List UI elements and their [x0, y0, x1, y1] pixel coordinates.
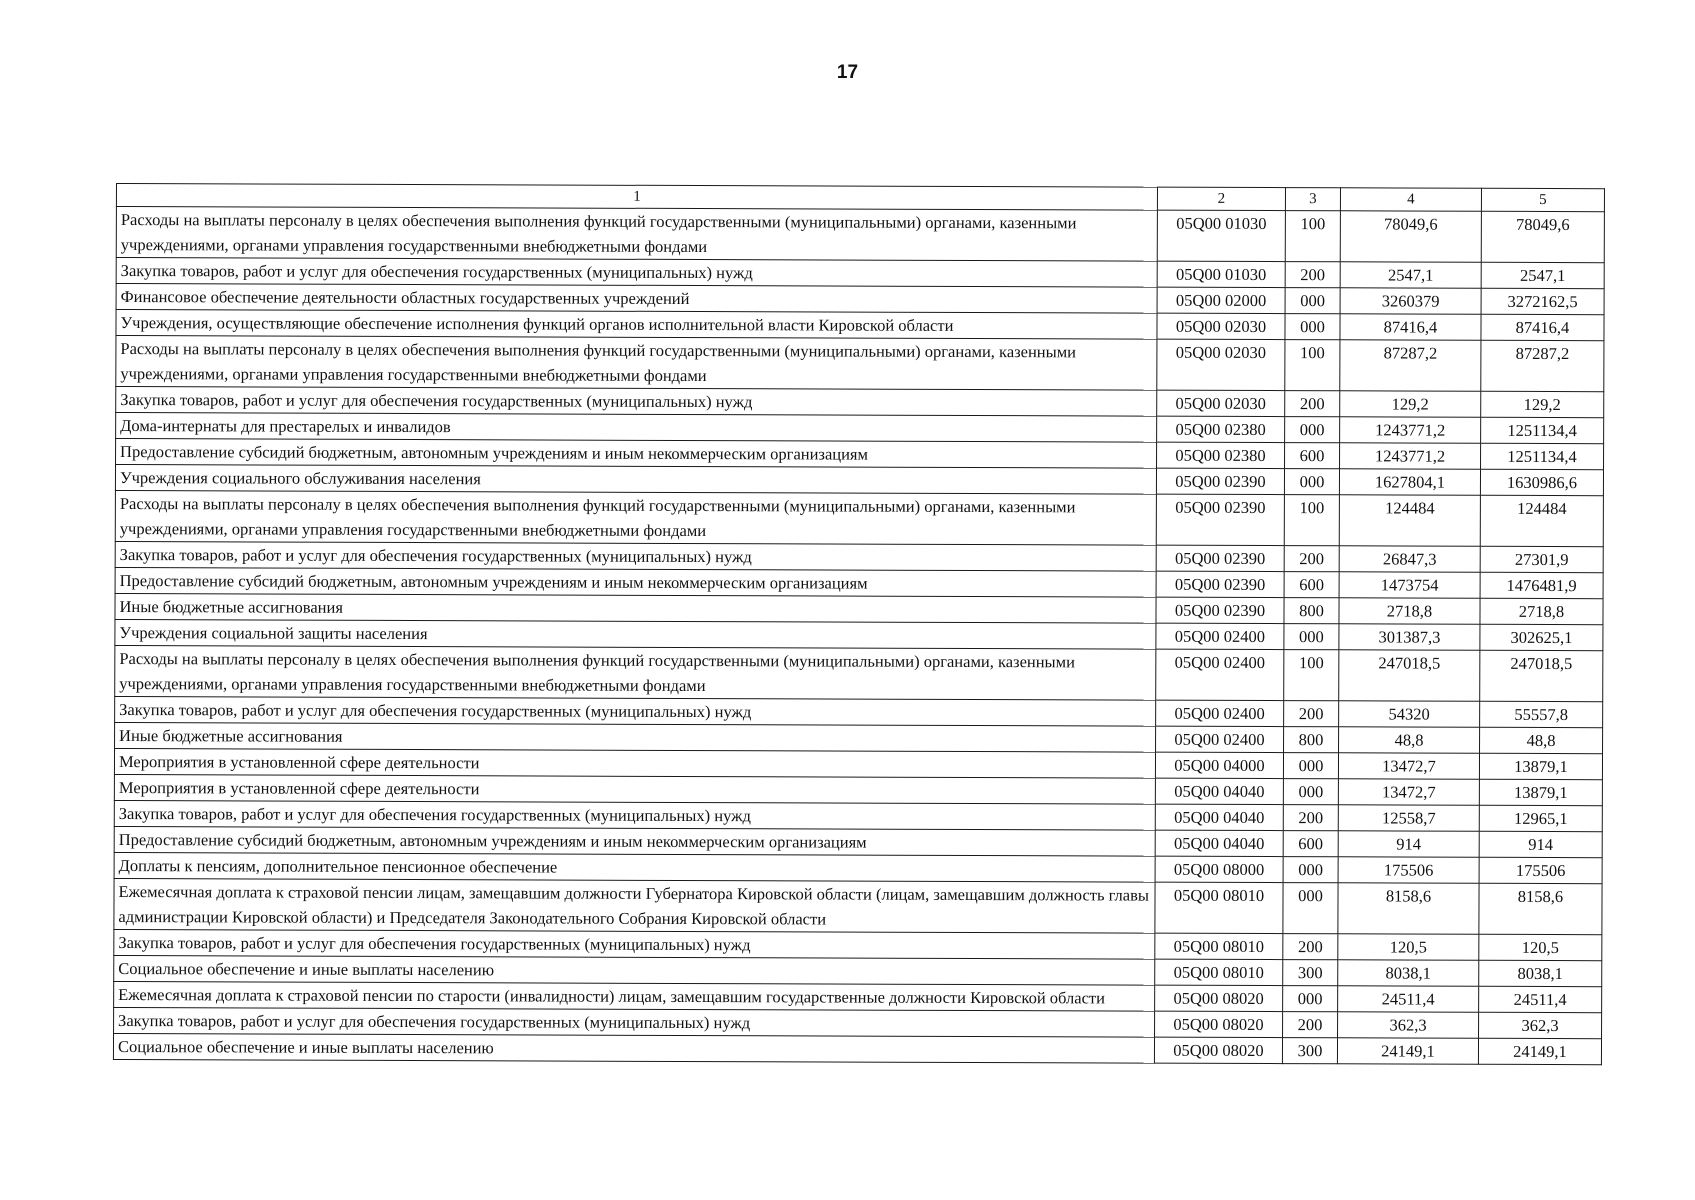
- row-amount-2: 24149,1: [1478, 1038, 1601, 1064]
- row-name: Ежемесячная доплата к страховой пенсии по старости (инвалидности) лицам, замещавшим государственные должности Кировской области: [114, 981, 1155, 1011]
- row-code: 05Q00 02400: [1156, 623, 1284, 649]
- column-header-type: 3: [1285, 188, 1340, 211]
- row-amount-1: 1243771,2: [1340, 443, 1481, 469]
- row-amount-2: 13879,1: [1479, 753, 1602, 779]
- row-expense-type: 000: [1283, 883, 1338, 934]
- row-amount-2: 175506: [1479, 857, 1602, 883]
- row-expense-type: 100: [1284, 495, 1339, 546]
- row-amount-2: 914: [1479, 831, 1602, 857]
- row-expense-type: 200: [1285, 262, 1340, 288]
- row-amount-2: 24511,4: [1479, 986, 1602, 1012]
- row-amount-1: 13472,7: [1338, 753, 1479, 779]
- row-code: 05Q00 04040: [1155, 830, 1283, 856]
- row-amount-1: 1243771,2: [1340, 417, 1481, 443]
- row-code: 05Q00 02390: [1156, 597, 1284, 623]
- row-amount-1: 26847,3: [1339, 546, 1480, 572]
- row-amount-2: 1476481,9: [1480, 572, 1603, 598]
- row-amount-2: 247018,5: [1480, 650, 1603, 701]
- row-amount-2: 48,8: [1480, 727, 1603, 753]
- row-amount-1: 301387,3: [1339, 624, 1480, 650]
- row-code: 05Q00 08000: [1155, 856, 1283, 882]
- row-amount-1: 12558,7: [1338, 805, 1479, 831]
- page-number: 17: [836, 62, 859, 83]
- table-row: [115, 490, 1603, 546]
- row-expense-type: 200: [1284, 701, 1339, 727]
- row-amount-2: 13879,1: [1479, 779, 1602, 805]
- row-name: Расходы на выплаты персоналу в целях обеспечения выполнения функций государственными (муниципальными) органами, казенными учреждениями, органами управления государственными внебюджетными фондами: [115, 490, 1156, 545]
- table-row: [115, 645, 1603, 701]
- column-header-name: 1: [116, 184, 1157, 211]
- row-amount-1: 124484: [1339, 495, 1480, 546]
- row-amount-2: 1251134,4: [1481, 417, 1604, 443]
- row-amount-2: 1630986,6: [1480, 469, 1603, 495]
- row-expense-type: 200: [1283, 1012, 1338, 1038]
- row-code: 05Q00 02400: [1156, 726, 1284, 752]
- row-name: Закупка товаров, работ и услуг для обеспечения государственных (муниципальных) нужд: [114, 929, 1155, 959]
- row-amount-2: 87287,2: [1481, 340, 1604, 391]
- row-name: Учреждения социальной защиты населения: [115, 619, 1156, 649]
- row-name: Доплаты к пенсиям, дополнительное пенсионное обеспечение: [114, 852, 1155, 882]
- row-amount-2: 87416,4: [1481, 314, 1604, 340]
- row-expense-type: 300: [1282, 1038, 1337, 1064]
- row-name: Учреждения социального обслуживания населения: [115, 465, 1156, 495]
- row-amount-2: 2547,1: [1481, 262, 1604, 288]
- row-code: 05Q00 08010: [1155, 933, 1283, 959]
- row-name: Иные бюджетные ассигнования: [115, 722, 1156, 752]
- row-expense-type: 000: [1283, 779, 1338, 805]
- row-expense-type: 000: [1283, 753, 1338, 779]
- row-code: 05Q00 02030: [1157, 313, 1285, 339]
- row-amount-1: 8158,6: [1338, 883, 1479, 934]
- row-amount-2: 2718,8: [1480, 598, 1603, 624]
- row-code: 05Q00 08020: [1155, 1011, 1283, 1037]
- row-expense-type: 800: [1284, 727, 1339, 753]
- row-expense-type: 200: [1283, 805, 1338, 831]
- row-amount-1: 48,8: [1339, 727, 1480, 753]
- row-expense-type: 000: [1285, 288, 1340, 314]
- column-header-code: 2: [1157, 187, 1285, 210]
- row-amount-1: 87416,4: [1340, 314, 1481, 340]
- row-name: Закупка товаров, работ и услуг для обеспечения государственных (муниципальных) нужд: [116, 387, 1157, 417]
- row-code: 05Q00 02390: [1156, 571, 1284, 597]
- row-expense-type: 000: [1285, 417, 1340, 443]
- row-amount-2: 1251134,4: [1481, 443, 1604, 469]
- row-amount-2: 3272162,5: [1481, 288, 1604, 314]
- row-amount-2: 8158,6: [1479, 883, 1602, 934]
- row-code: 05Q00 08020: [1154, 1037, 1282, 1063]
- row-amount-2: 362,3: [1479, 1012, 1602, 1038]
- row-amount-1: 1473754: [1339, 572, 1480, 598]
- row-expense-type: 200: [1285, 391, 1340, 417]
- row-code: 05Q00 02380: [1157, 442, 1285, 468]
- row-name: Закупка товаров, работ и услуг для обеспечения государственных (муниципальных) нужд: [114, 800, 1155, 830]
- row-code: 05Q00 02390: [1156, 468, 1284, 494]
- row-amount-1: 78049,6: [1340, 211, 1481, 262]
- row-expense-type: 600: [1283, 831, 1338, 857]
- row-expense-type: 000: [1285, 314, 1340, 340]
- row-amount-2: 302625,1: [1480, 624, 1603, 650]
- table-row: [113, 1033, 1601, 1064]
- row-amount-2: 124484: [1480, 495, 1603, 546]
- row-name: Мероприятия в установленной сфере деятельности: [114, 774, 1155, 804]
- row-name: Закупка товаров, работ и услуг для обеспечения государственных (муниципальных) нужд: [114, 1007, 1155, 1037]
- row-amount-2: 8038,1: [1479, 960, 1602, 986]
- row-amount-2: 120,5: [1479, 934, 1602, 960]
- row-expense-type: 200: [1283, 934, 1338, 960]
- row-code: 05Q00 01030: [1157, 210, 1285, 261]
- row-code: 05Q00 02390: [1156, 545, 1284, 571]
- row-amount-1: 247018,5: [1339, 650, 1480, 701]
- row-amount-1: 120,5: [1338, 934, 1479, 960]
- row-amount-1: 129,2: [1340, 391, 1481, 417]
- row-amount-1: 13472,7: [1338, 779, 1479, 805]
- row-name: Учреждения, осуществляющие обеспечение исполнения функций органов исполнительной власти Кировской области: [116, 310, 1157, 340]
- row-expense-type: 300: [1283, 960, 1338, 986]
- row-code: 05Q00 01030: [1157, 261, 1285, 287]
- row-name: Закупка товаров, работ и услуг для обеспечения государственных (муниципальных) нужд: [115, 696, 1156, 726]
- row-name: Расходы на выплаты персоналу в целях обеспечения выполнения функций государственными (муниципальными) органами, казенными учреждениями, органами управления государственными внебюджетными фондами: [116, 207, 1157, 262]
- row-code: 05Q00 02390: [1156, 494, 1284, 545]
- row-amount-2: 78049,6: [1481, 211, 1604, 262]
- row-name: Предоставление субсидий бюджетным, автономным учреждениям и иным некоммерческим организациям: [116, 439, 1157, 469]
- row-amount-1: 2547,1: [1340, 262, 1481, 288]
- row-code: 05Q00 04040: [1155, 804, 1283, 830]
- row-name: Социальное обеспечение и иные выплаты населению: [113, 1033, 1154, 1063]
- row-name: Расходы на выплаты персоналу в целях обеспечения выполнения функций государственными (муниципальными) органами, казенными учреждениями, органами управления государственными внебюджетными фондами: [115, 645, 1156, 700]
- row-name: Расходы на выплаты персоналу в целях обеспечения выполнения функций государственными (муниципальными) органами, казенными учреждениями, органами управления государственными внебюджетными фондами: [116, 336, 1157, 391]
- row-name: Предоставление субсидий бюджетным, автономным учреждениям и иным некоммерческим организациям: [114, 826, 1155, 856]
- table-row: [116, 336, 1604, 392]
- row-amount-1: 8038,1: [1338, 960, 1479, 986]
- row-code: 05Q00 02380: [1157, 416, 1285, 442]
- row-code: 05Q00 02000: [1157, 287, 1285, 313]
- row-amount-2: 27301,9: [1480, 546, 1603, 572]
- row-expense-type: 800: [1284, 598, 1339, 624]
- row-expense-type: 200: [1284, 546, 1339, 572]
- row-code: 05Q00 02400: [1156, 649, 1284, 700]
- row-code: 05Q00 04040: [1155, 778, 1283, 804]
- row-name: Предоставление субсидий бюджетным, автономным учреждениям и иным некоммерческим организациям: [115, 567, 1156, 597]
- row-amount-1: 3260379: [1340, 288, 1481, 314]
- row-code: 05Q00 08010: [1155, 959, 1283, 985]
- row-amount-2: 12965,1: [1479, 805, 1602, 831]
- table-row: [116, 207, 1604, 263]
- row-code: 05Q00 08010: [1155, 882, 1283, 933]
- row-amount-1: 1627804,1: [1339, 469, 1480, 495]
- row-expense-type: 000: [1284, 624, 1339, 650]
- row-expense-type: 000: [1283, 986, 1338, 1012]
- row-name: Закупка товаров, работ и услуг для обеспечения государственных (муниципальных) нужд: [115, 541, 1156, 571]
- row-expense-type: 600: [1285, 443, 1340, 469]
- row-expense-type: 600: [1284, 572, 1339, 598]
- row-code: 05Q00 02400: [1156, 700, 1284, 726]
- row-name: Иные бюджетные ассигнования: [115, 593, 1156, 623]
- row-name: Мероприятия в установленной сфере деятельности: [114, 748, 1155, 778]
- row-amount-1: 87287,2: [1340, 340, 1481, 391]
- row-amount-1: 362,3: [1338, 1012, 1479, 1038]
- row-name: Дома-интернаты для престарелых и инвалидов: [116, 413, 1157, 443]
- row-expense-type: 100: [1285, 340, 1340, 391]
- row-code: 05Q00 04000: [1155, 752, 1283, 778]
- row-amount-2: 55557,8: [1480, 701, 1603, 727]
- table-body: [113, 207, 1604, 1065]
- row-expense-type: 000: [1283, 857, 1338, 883]
- row-name: Закупка товаров, работ и услуг для обеспечения государственных (муниципальных) нужд: [116, 258, 1157, 288]
- row-amount-1: 2718,8: [1339, 598, 1480, 624]
- budget-table: [113, 183, 1605, 1065]
- column-header-amount-1: 4: [1340, 188, 1481, 211]
- row-name: Ежемесячная доплата к страховой пенсии лицам, замещавшим должности Губернатора Кировской области (лицам, замещавшим должность главы администрации Кировской области) и Председателя Законодательного Собрания Кировской области: [114, 878, 1155, 933]
- row-amount-1: 914: [1338, 831, 1479, 857]
- table-row: [114, 878, 1602, 934]
- row-name: Социальное обеспечение и иные выплаты населению: [114, 955, 1155, 985]
- row-amount-1: 24511,4: [1338, 986, 1479, 1012]
- row-code: 05Q00 08020: [1155, 985, 1283, 1011]
- row-code: 05Q00 02030: [1157, 339, 1285, 390]
- row-expense-type: 000: [1284, 469, 1339, 495]
- row-amount-1: 24149,1: [1337, 1038, 1478, 1064]
- column-header-amount-2: 5: [1481, 188, 1604, 211]
- row-amount-1: 54320: [1339, 701, 1480, 727]
- row-amount-1: 175506: [1338, 857, 1479, 883]
- row-name: Финансовое обеспечение деятельности областных государственных учреждений: [116, 284, 1157, 314]
- row-expense-type: 100: [1285, 211, 1340, 262]
- row-code: 05Q00 02030: [1157, 390, 1285, 416]
- row-expense-type: 100: [1284, 650, 1339, 701]
- row-amount-2: 129,2: [1481, 391, 1604, 417]
